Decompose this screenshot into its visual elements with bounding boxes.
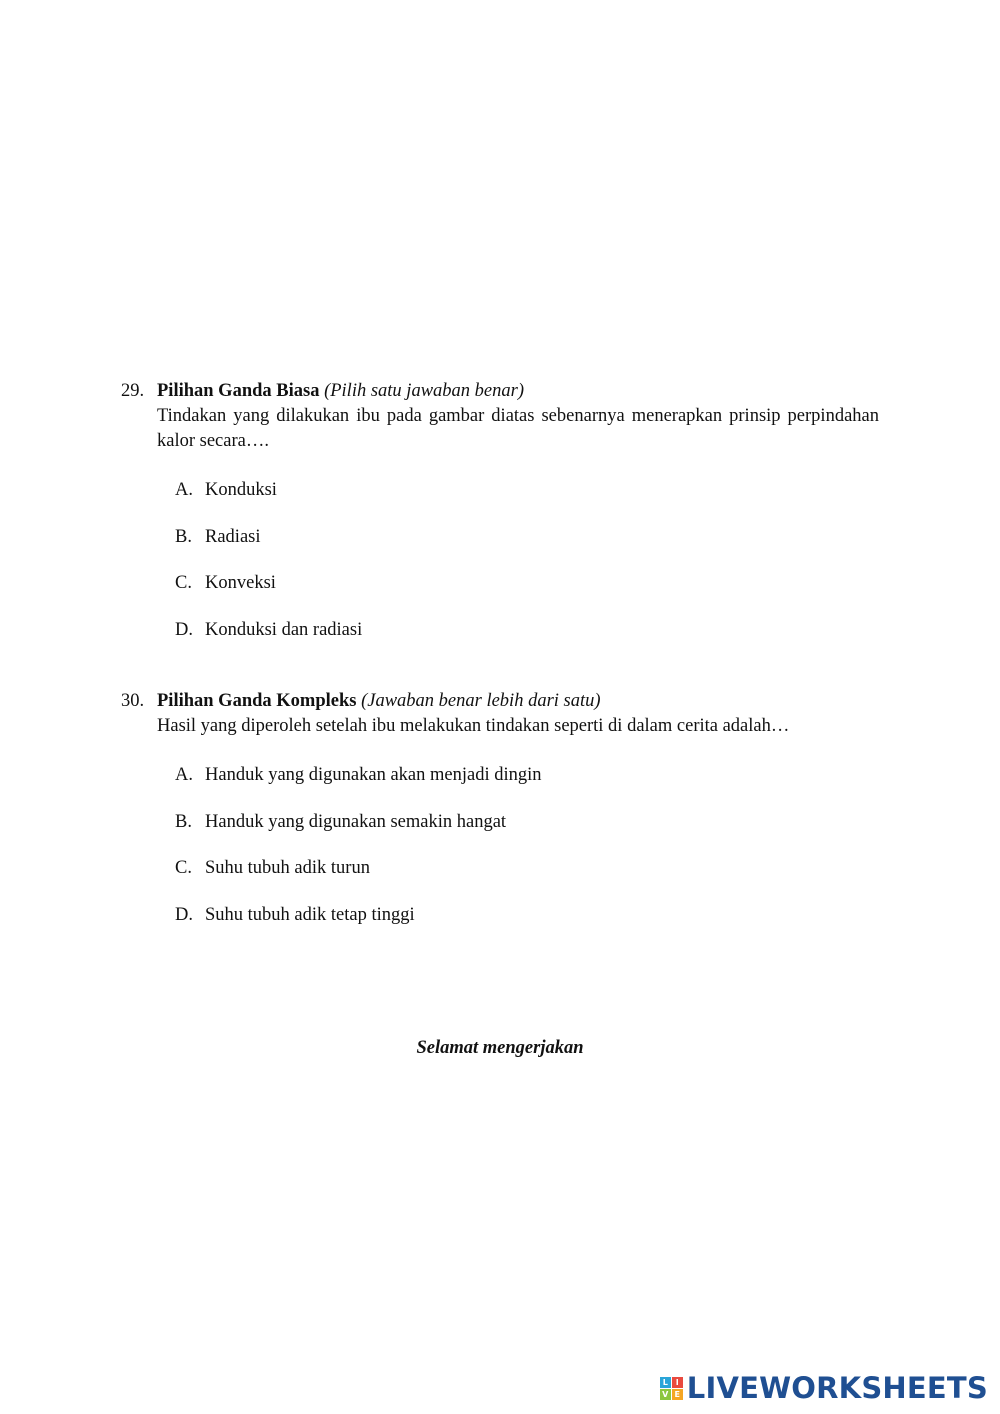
question-type-title: Pilihan Ganda Biasa <box>157 381 320 401</box>
option-text: Radiasi <box>205 526 261 547</box>
question-prompt: Tindakan yang dilakukan ibu pada gambar diatas sebenarnya menerapkan prinsip perpindahan kalor secara…. <box>157 406 879 451</box>
logo-letter: V <box>660 1389 671 1400</box>
question-prompt: Hasil yang diperoleh setelah ibu melakukan tindakan seperti di dalam cerita adalah… <box>157 716 790 736</box>
option-letter: B. <box>175 811 192 832</box>
question-number: 29. <box>121 381 145 401</box>
answer-option-a[interactable] <box>175 478 879 502</box>
answer-option-c[interactable] <box>175 571 879 595</box>
question-type-note: (Jawaban benar lebih dari satu) <box>361 691 601 711</box>
logo-letter: L <box>660 1377 671 1388</box>
question-type-title: Pilihan Ganda Kompleks <box>157 691 357 711</box>
logo-text: LIVEWORKSHEETS <box>686 1371 988 1405</box>
answer-options <box>121 478 879 642</box>
logo-letter: I <box>672 1377 683 1388</box>
option-letter: A. <box>175 480 193 500</box>
option-letter: C. <box>175 573 192 593</box>
answer-option-b[interactable] <box>175 810 879 834</box>
option-text: Konduksi dan radiasi <box>205 619 363 640</box>
option-text: Handuk yang digunakan semakin hangat <box>205 811 507 832</box>
option-letter: D. <box>175 904 193 925</box>
answer-options <box>121 763 879 927</box>
answer-option-c[interactable] <box>175 856 879 880</box>
logo-letter: E <box>672 1389 683 1400</box>
option-letter: A. <box>175 765 193 785</box>
liveworksheets-logo-icon <box>660 1377 683 1400</box>
answer-option-d[interactable] <box>175 903 879 927</box>
question-30 <box>121 689 879 949</box>
option-letter: B. <box>175 526 192 547</box>
option-text: Suhu tubuh adik turun <box>205 858 370 878</box>
question-type-note: (Pilih satu jawaban benar) <box>324 381 524 401</box>
answer-option-d[interactable] <box>175 618 879 642</box>
question-header <box>121 379 879 404</box>
answer-option-a[interactable] <box>175 763 879 787</box>
question-29 <box>121 379 879 664</box>
answer-option-b[interactable] <box>175 525 879 549</box>
option-text: Suhu tubuh adik tetap tinggi <box>205 904 415 925</box>
option-letter: D. <box>175 619 193 640</box>
option-letter: C. <box>175 858 192 878</box>
question-header <box>121 689 879 714</box>
closing-message: Selamat mengerjakan <box>416 1038 584 1058</box>
option-text: Konveksi <box>205 573 276 593</box>
question-number: 30. <box>121 691 145 711</box>
liveworksheets-logo <box>660 1372 988 1404</box>
option-text: Konduksi <box>205 480 277 500</box>
option-text: Handuk yang digunakan akan menjadi dingin <box>205 765 542 785</box>
